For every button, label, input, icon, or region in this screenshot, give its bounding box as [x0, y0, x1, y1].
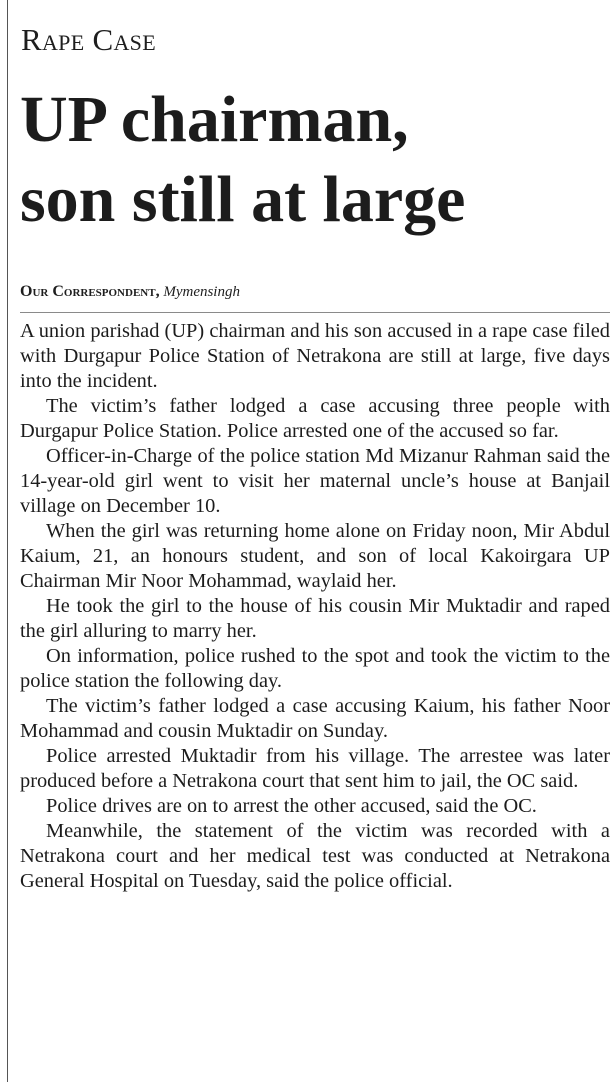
article-paragraph: Police arrested Muktadir from his village. The arrestee was later produced before a Netrakona court that sent him to jail, the OC said. — [20, 745, 610, 792]
article-paragraph: The victim’s father lodged a case accusing Kaium, his father Noor Mohammad and cousin Muktadir on Sunday. — [20, 695, 610, 742]
article-kicker: Rape Case — [21, 22, 156, 57]
article-byline — [20, 283, 240, 301]
headline-line-1: UP chairman, — [20, 83, 409, 156]
column-divider — [7, 0, 8, 1082]
article-paragraph: A union parishad (UP) chairman and his son accused in a rape case filed with Durgapur Police Station of Netrakona are still at large, five days into the incident. — [20, 320, 610, 392]
article-paragraph: When the girl was returning home alone on Friday noon, Mir Abdul Kaium, 21, an honours student, and son of local Kakoirgara UP Chairman Mir Noor Mohammad, waylaid her. — [20, 520, 610, 592]
byline-author: Our Correspondent, — [20, 283, 160, 300]
article-paragraph: Police drives are on to arrest the other accused, said the OC. — [46, 795, 537, 817]
article-body — [20, 319, 610, 894]
article-paragraph: On information, police rushed to the spot and took the victim to the police station the following day. — [20, 645, 610, 692]
article-paragraph: He took the girl to the house of his cousin Mir Muktadir and raped the girl alluring to marry her. — [20, 595, 610, 642]
article-paragraph: Meanwhile, the statement of the victim was recorded with a Netrakona court and her medical test was conducted at Netrakona General Hospital on Tuesday, said the police official. — [20, 820, 610, 892]
headline-line-2: son still at large — [20, 163, 466, 236]
byline-divider — [20, 312, 610, 313]
article-headline — [20, 80, 608, 240]
article-paragraph: Officer-in-Charge of the police station Md Mizanur Rahman said the 14-year-old girl went to visit her maternal uncle’s house at Banjail village on December 10. — [20, 445, 610, 517]
article-paragraph: The victim’s father lodged a case accusing three people with Durgapur Police Station. Police arrested one of the accused so far. — [20, 395, 610, 442]
byline-place: Mymensingh — [163, 284, 240, 300]
